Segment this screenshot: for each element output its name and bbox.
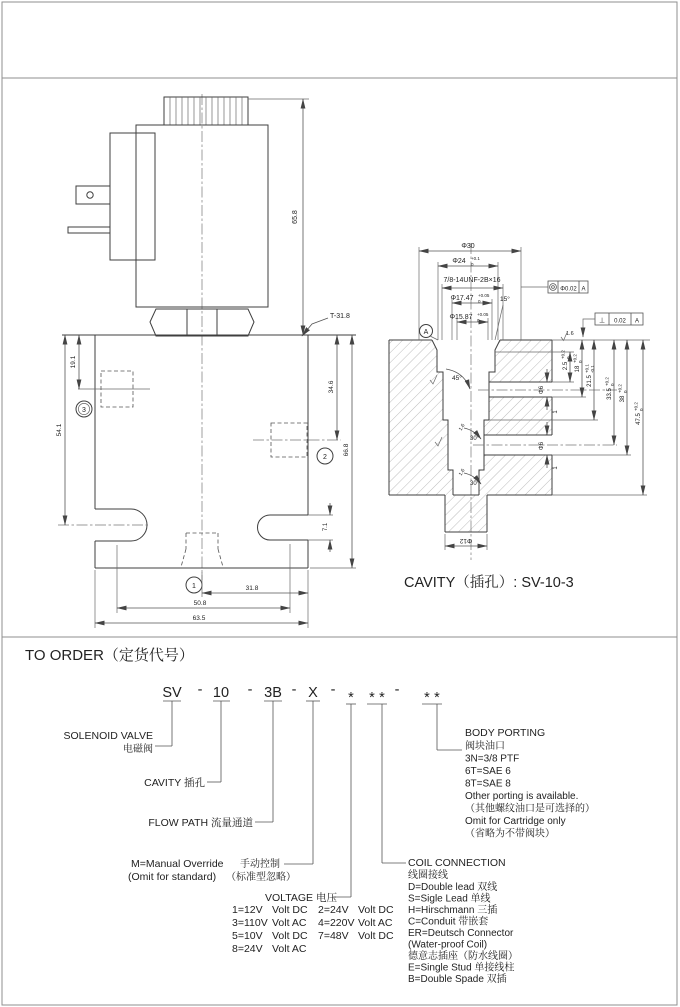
svg-text:+0.1: +0.1 — [584, 364, 590, 373]
svg-text:0: 0 — [577, 360, 583, 363]
label-flow-path: FLOW PATH 流量通道 — [148, 817, 253, 829]
svg-text:C=Conduit 带嵌套: C=Conduit 带嵌套 — [408, 916, 489, 928]
svg-text:0: 0 — [477, 318, 480, 323]
dim-18: 18 — [575, 365, 581, 373]
svg-text:0.02: 0.02 — [614, 318, 626, 325]
dim-dia1587: Φ15.87 — [449, 314, 473, 321]
svg-text:手动控制: 手动控制 — [240, 859, 280, 870]
dim-47-5: 47.5 — [636, 413, 642, 425]
valve-body-view — [56, 335, 356, 628]
svg-text:Volt DC: Volt DC — [358, 904, 394, 916]
label-cavity: CAVITY 插孔 — [144, 777, 205, 789]
code-cavity: 10 — [212, 685, 230, 701]
roughness-lower: 1.6 — [457, 467, 467, 478]
svg-text:0: 0 — [471, 262, 474, 267]
page-frame — [2, 2, 677, 1005]
code-porting-star-1: * — [424, 690, 430, 706]
terminal-pin — [68, 227, 110, 233]
svg-text:2: 2 — [323, 454, 327, 461]
dim-1-lower: 1 — [553, 466, 559, 470]
dim-33-5: 33.5 — [607, 388, 613, 400]
dim-dia30: Φ30 — [461, 243, 475, 250]
svg-text:E=Single Stud 单接线柱: E=Single Stud 单接线柱 — [408, 962, 515, 974]
svg-text:-0.1: -0.1 — [589, 365, 595, 373]
angle-45: 45° — [452, 375, 462, 382]
port-1-balloon — [186, 577, 202, 593]
dim-38: 38 — [620, 395, 626, 403]
svg-text:5=10V: 5=10V — [232, 930, 263, 942]
dim-21-5: 21.5 — [587, 375, 593, 387]
label-solenoid-valve: SOLENOID VALVE — [63, 730, 153, 742]
svg-text:Volt DC: Volt DC — [272, 930, 308, 942]
svg-text:-: - — [330, 682, 336, 698]
perpendicularity-icon: ⊥ — [598, 317, 606, 325]
coil-title: COIL CONNECTION — [408, 857, 506, 869]
roughness-upper: 1.6 — [457, 422, 467, 433]
svg-text:Φ0.02: Φ0.02 — [560, 286, 577, 293]
svg-text:（省略为不带阀块）: （省略为不带阀块） — [465, 828, 555, 840]
svg-text:A: A — [634, 318, 640, 325]
dim-solenoid-height: 65.8 — [292, 210, 299, 224]
svg-text:3N=3/8 PTF: 3N=3/8 PTF — [465, 753, 520, 765]
svg-text:(Water-proof Coil): (Water-proof Coil) — [408, 939, 488, 951]
coil-connection-block — [408, 857, 518, 985]
svg-text:4=220V: 4=220V — [318, 917, 355, 929]
code-porting-star-2: * — [434, 690, 440, 706]
code-override: X — [308, 685, 318, 701]
svg-text:1: 1 — [192, 583, 196, 590]
order-heading: TO ORDER（定货代号） — [25, 647, 194, 664]
svg-text:阀块油口: 阀块油口 — [465, 741, 505, 752]
porting-title: BODY PORTING — [465, 727, 546, 739]
svg-text:线圈接线: 线圈接线 — [408, 870, 448, 881]
dim-63-5: 63.5 — [192, 615, 206, 622]
svg-text:3: 3 — [82, 407, 86, 414]
svg-text:+0.2: +0.2 — [560, 350, 566, 359]
terminal-hole — [87, 192, 93, 198]
svg-text:0: 0 — [609, 383, 615, 386]
svg-text:+0.2: +0.2 — [604, 377, 610, 386]
label-solenoid-valve-cn: 电磁阀 — [123, 744, 153, 755]
svg-text:7=48V: 7=48V — [318, 930, 349, 942]
port-3-balloon — [76, 401, 92, 417]
svg-text:(Omit for standard): (Omit for standard) — [128, 871, 217, 883]
svg-text:D=Double lead 双线: D=Double lead 双线 — [408, 882, 498, 893]
dim-dia12: Φ12 — [459, 537, 473, 544]
angle-30-lower: 30° — [470, 481, 480, 487]
coil-ribs — [170, 97, 242, 125]
manual-override-note — [128, 857, 296, 883]
svg-text:（其他螺纹油口是可选择的）: （其他螺纹油口是可选择的） — [465, 803, 595, 815]
svg-text:S=Sigle Lead 单线: S=Sigle Lead 单线 — [408, 893, 491, 905]
hatched-boss — [445, 495, 487, 532]
svg-text:+0.2: +0.2 — [617, 384, 623, 393]
dim-thread: 7/8-14UNF-2B×16 — [443, 277, 501, 284]
svg-text:德意志插座（防水线圈）: 德意志插座（防水线圈） — [408, 951, 518, 962]
svg-text:0: 0 — [622, 390, 628, 393]
svg-text:0: 0 — [565, 356, 571, 359]
svg-text:+0.2: +0.2 — [572, 354, 578, 363]
svg-text:Omit for Cartridge only: Omit for Cartridge only — [465, 816, 566, 827]
svg-text:ER=Deutsch Connector: ER=Deutsch Connector — [408, 928, 514, 939]
gdt-concentricity-frame — [521, 281, 588, 293]
dim-2-5: 2.5 — [563, 361, 569, 371]
to-order-section — [25, 646, 595, 985]
right-mounting-slot — [258, 515, 309, 540]
voltage-title: VOLTAGE 电压 — [265, 892, 337, 904]
svg-text:B=Double Spade 双插: B=Double Spade 双插 — [408, 974, 507, 985]
dim-7-1: 7.1 — [323, 522, 329, 532]
svg-text:+0.2: +0.2 — [633, 402, 639, 411]
torque-label: T-31.8 — [330, 313, 350, 320]
body-porting-block — [465, 727, 595, 840]
torque-leader — [302, 318, 328, 336]
svg-text:0: 0 — [638, 408, 644, 411]
code-coil-star-1: * — [369, 690, 375, 706]
svg-text:-: - — [197, 682, 203, 698]
dim-19-1: 19.1 — [70, 355, 77, 369]
svg-text:-: - — [394, 682, 400, 698]
code-underlines — [163, 701, 442, 704]
svg-text:H=Hirschmann 三插: H=Hirschmann 三插 — [408, 905, 498, 916]
code-voltage-star: * — [348, 690, 354, 706]
svg-text:Volt DC: Volt DC — [358, 930, 394, 942]
dim-dia24: Φ24 — [452, 258, 466, 265]
svg-text:Volt AC: Volt AC — [358, 917, 393, 929]
svg-text:Volt AC: Volt AC — [272, 917, 307, 929]
svg-text:+0.05: +0.05 — [477, 312, 489, 317]
cavity-caption: CAVITY（插孔）: SV-10-3 — [404, 575, 574, 591]
dim-31-8: 31.8 — [245, 585, 259, 592]
dim-dia6-lower: Φ6 — [539, 441, 545, 451]
svg-text:3=110V: 3=110V — [232, 917, 268, 929]
code-coil-star-2: * — [379, 690, 385, 706]
svg-text:1=12V: 1=12V — [232, 904, 263, 916]
order-code — [162, 682, 440, 706]
svg-text:8T=SAE 8: 8T=SAE 8 — [465, 778, 511, 790]
svg-text:-: - — [291, 682, 297, 698]
roughness-top: 1.6 — [566, 331, 574, 337]
cavity-section-view — [389, 243, 650, 591]
code-sv: SV — [162, 685, 182, 701]
svg-text:Volt DC: Volt DC — [272, 904, 308, 916]
svg-text:+0.1: +0.1 — [471, 256, 480, 261]
svg-text:6T=SAE 6: 6T=SAE 6 — [465, 766, 511, 777]
svg-text:（标准型忽略）: （标准型忽略） — [226, 872, 296, 883]
port-2-balloon — [317, 448, 333, 464]
angle-15: 15° — [500, 296, 510, 303]
datum-a-flag — [420, 325, 439, 341]
concentricity-icon — [550, 284, 557, 291]
svg-text:+0.05: +0.05 — [478, 293, 490, 298]
dim-66-8: 66.8 — [343, 443, 350, 457]
connector-block — [110, 133, 155, 260]
dim-dia1747: Φ17.47 — [450, 295, 474, 302]
code-flowpath: 3B — [264, 685, 282, 701]
svg-text:A: A — [423, 329, 429, 336]
svg-text:-: - — [247, 682, 253, 698]
dim-54-1: 54.1 — [56, 423, 63, 437]
svg-text:A: A — [581, 286, 586, 293]
dim-34-6: 34.6 — [328, 380, 335, 394]
svg-text:M=Manual Override: M=Manual Override — [131, 858, 224, 870]
dim-dia6-upper: Φ6 — [539, 385, 545, 395]
svg-text:8=24V: 8=24V — [232, 943, 263, 955]
gdt-perpendicularity-frame — [583, 313, 643, 337]
svg-text:2=24V: 2=24V — [318, 904, 349, 916]
svg-text:0: 0 — [478, 299, 481, 304]
dim-1-upper: 1 — [553, 410, 559, 414]
angle-30-upper: 30° — [470, 436, 480, 442]
svg-text:Other porting is available.: Other porting is available. — [465, 791, 579, 802]
left-mounting-slot — [58, 509, 150, 541]
voltage-table — [232, 891, 394, 955]
dim-50-8: 50.8 — [193, 600, 207, 607]
svg-text:Volt AC: Volt AC — [272, 943, 307, 955]
